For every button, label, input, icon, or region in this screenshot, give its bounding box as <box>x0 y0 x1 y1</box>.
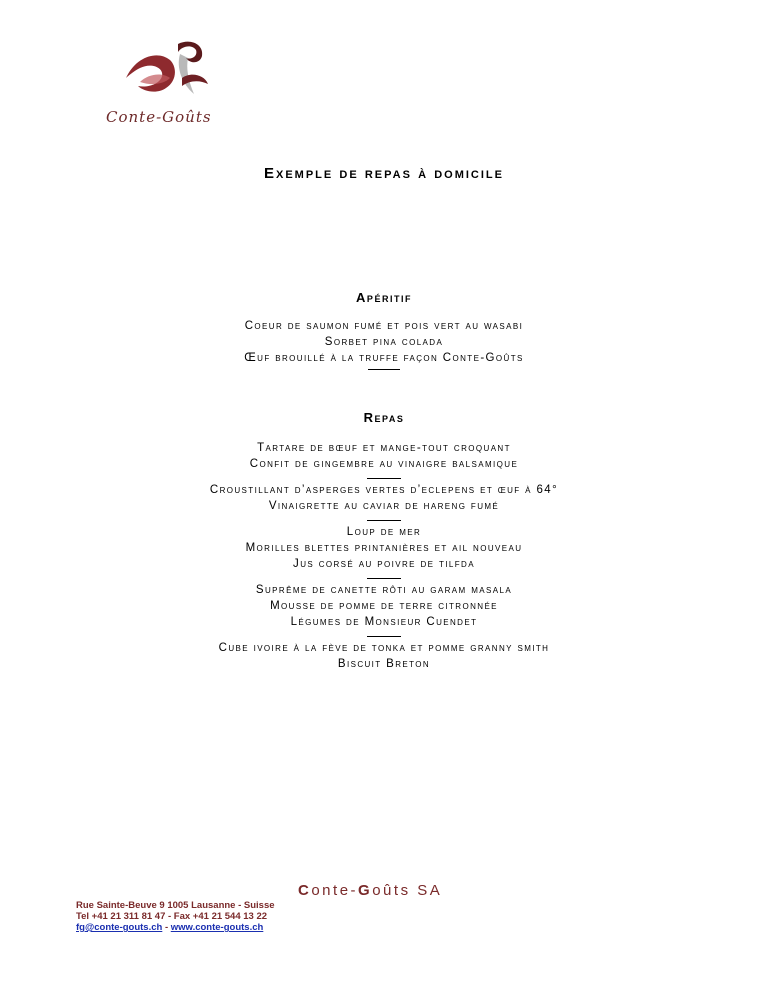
footer-phone: Tel +41 21 311 81 47 - Fax +41 21 544 13 22 <box>76 911 268 922</box>
menu-item: Suprême de canette rôti au garam masala <box>255 584 513 596</box>
menu-item: Coeur de saumon fumé et pois vert au wasabi <box>244 320 524 332</box>
divider <box>367 478 401 479</box>
menu-item: Croustillant d’asperges vertes d’eclepens et œuf à 64° <box>209 484 559 496</box>
company-initial-c: C <box>298 882 312 899</box>
company-part-2: oûts SA <box>372 882 443 899</box>
footer-links <box>76 922 275 933</box>
footer-address: Rue Sainte-Beuve 9 1005 Lausanne - Suisse <box>76 900 275 911</box>
company-logo <box>100 38 230 133</box>
menu-item: Mousse de pomme de terre citronnée <box>270 600 498 612</box>
repas-heading: Repas <box>363 410 405 425</box>
company-name <box>298 882 442 899</box>
divider <box>367 520 401 521</box>
menu-item: Loup de mer <box>346 526 422 538</box>
company-part-1: onte- <box>311 882 359 899</box>
menu-item: Œuf brouillé à la truffe façon Conte-Goûts <box>244 352 524 364</box>
website-link[interactable]: www.conte-gouts.ch <box>170 922 264 933</box>
divider <box>367 636 401 637</box>
link-separator: - <box>162 922 171 933</box>
repas-list <box>0 440 768 672</box>
menu-item: Tartare de bœuf et mange-tout croquant <box>257 442 511 454</box>
page-title: Exemple de repas à domicile <box>264 165 504 182</box>
divider <box>368 369 400 370</box>
divider <box>367 578 401 579</box>
menu-item: Jus corsé au poivre de tilfda <box>293 558 475 570</box>
menu-item: Cube ivoire à la fève de tonka et pomme granny smith <box>218 642 550 654</box>
aperitif-heading: Apéritif <box>356 290 412 305</box>
menu-item: Confit de gingembre au vinaigre balsamique <box>249 458 519 470</box>
footer-contact <box>76 900 275 933</box>
wine-splash-logo-icon <box>118 38 218 110</box>
menu-item: Sorbet pina colada <box>324 336 444 348</box>
logo-text: Conte-Goûts <box>106 108 212 126</box>
menu-item: Vinaigrette au caviar de hareng fumé <box>268 500 500 512</box>
email-link[interactable]: fg@conte-gouts.ch <box>76 922 163 933</box>
menu-item: Morilles blettes printanières et ail nouveau <box>245 542 523 554</box>
company-initial-g: G <box>358 882 373 899</box>
menu-item: Biscuit Breton <box>337 658 431 670</box>
menu-item: Légumes de Monsieur Cuendet <box>290 616 478 628</box>
aperitif-list <box>0 318 768 374</box>
